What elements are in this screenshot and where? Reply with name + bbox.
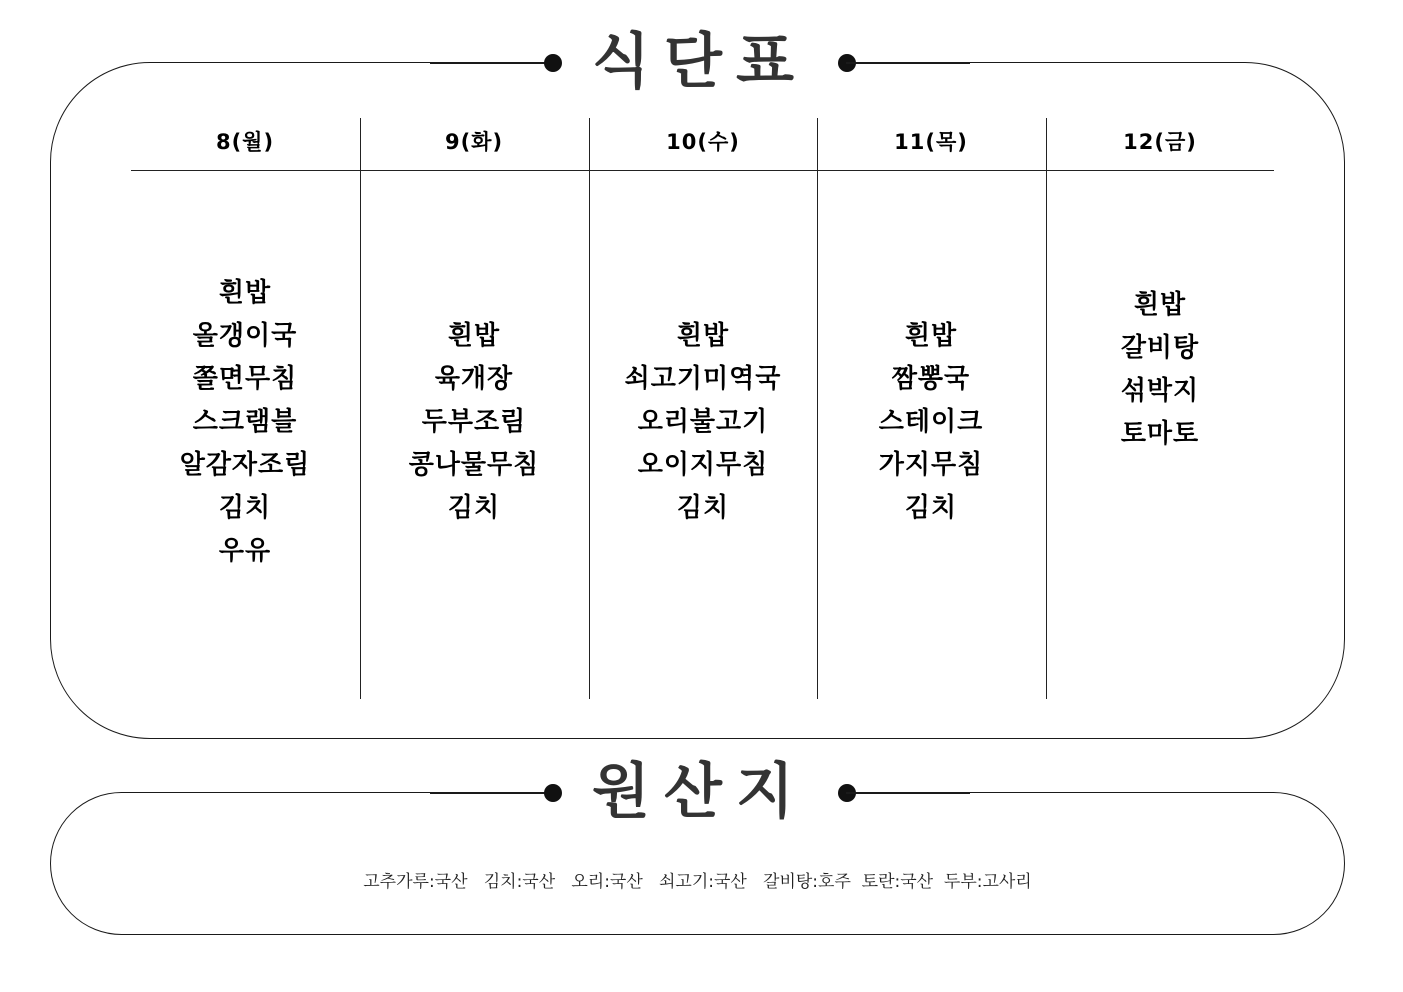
title-dot-left	[544, 54, 562, 72]
dish: 흰밥	[218, 277, 272, 308]
dish: 김치	[447, 492, 501, 523]
dish: 흰밥	[447, 320, 501, 351]
dish-list	[1046, 171, 1274, 699]
dish: 콩나물무침	[408, 449, 540, 480]
dish: 흰밥	[676, 320, 730, 351]
day-column-wed	[589, 118, 817, 699]
title-rule-right	[846, 792, 970, 794]
dish: 김치	[218, 492, 272, 523]
dish: 섞박지	[1120, 376, 1200, 406]
dish: 김치	[904, 492, 958, 523]
dish-list	[589, 171, 817, 699]
dish: 짬뽕국	[891, 363, 971, 394]
dish: 토마토	[1120, 419, 1200, 449]
day-column-mon	[131, 118, 359, 699]
day-column-thu	[817, 118, 1045, 699]
dish-list	[817, 171, 1045, 699]
dish: 쇠고기미역국	[624, 363, 782, 394]
dish: 오이지무침	[637, 449, 769, 480]
dish: 갈비탕	[1120, 333, 1200, 363]
menu-grid	[131, 118, 1274, 699]
dish-list	[360, 171, 588, 699]
dish: 스테이크	[878, 406, 984, 437]
dish: 두부조림	[421, 406, 527, 437]
dish-list	[131, 171, 359, 699]
day-column-fri	[1046, 118, 1274, 699]
menu-title: 식단표	[592, 27, 808, 97]
dish: 육개장	[434, 363, 514, 394]
origin-title: 원산지	[592, 757, 808, 827]
dish: 스크램블	[192, 406, 298, 437]
dish: 흰밥	[904, 320, 958, 351]
menu-title-band	[430, 22, 970, 102]
day-header: 8(월)	[215, 130, 275, 154]
dish: 올갱이국	[192, 320, 298, 351]
origin-list: 고추가루:국산 김치:국산 오리:국산 쇠고기:국산 갈비탕:호주 토란:국산 두부:고사리	[363, 872, 1032, 892]
origin-title-band	[430, 752, 970, 832]
dish: 쫄면무침	[192, 363, 298, 394]
title-rule-right	[846, 62, 970, 64]
dish: 가지무침	[878, 449, 984, 480]
day-header: 10(수)	[666, 130, 740, 154]
dish: 오리불고기	[637, 406, 769, 437]
day-header: 9(화)	[444, 130, 504, 154]
title-rule-left	[430, 792, 554, 794]
title-rule-left	[430, 62, 554, 64]
title-dot-left	[544, 784, 562, 802]
dish: 알감자조림	[179, 449, 311, 480]
day-header: 12(금)	[1123, 130, 1197, 154]
dish: 우유	[218, 535, 272, 566]
dish: 흰밥	[1133, 290, 1187, 320]
dish: 김치	[676, 492, 730, 523]
day-header: 11(목)	[894, 130, 968, 154]
day-column-tue	[360, 118, 588, 699]
